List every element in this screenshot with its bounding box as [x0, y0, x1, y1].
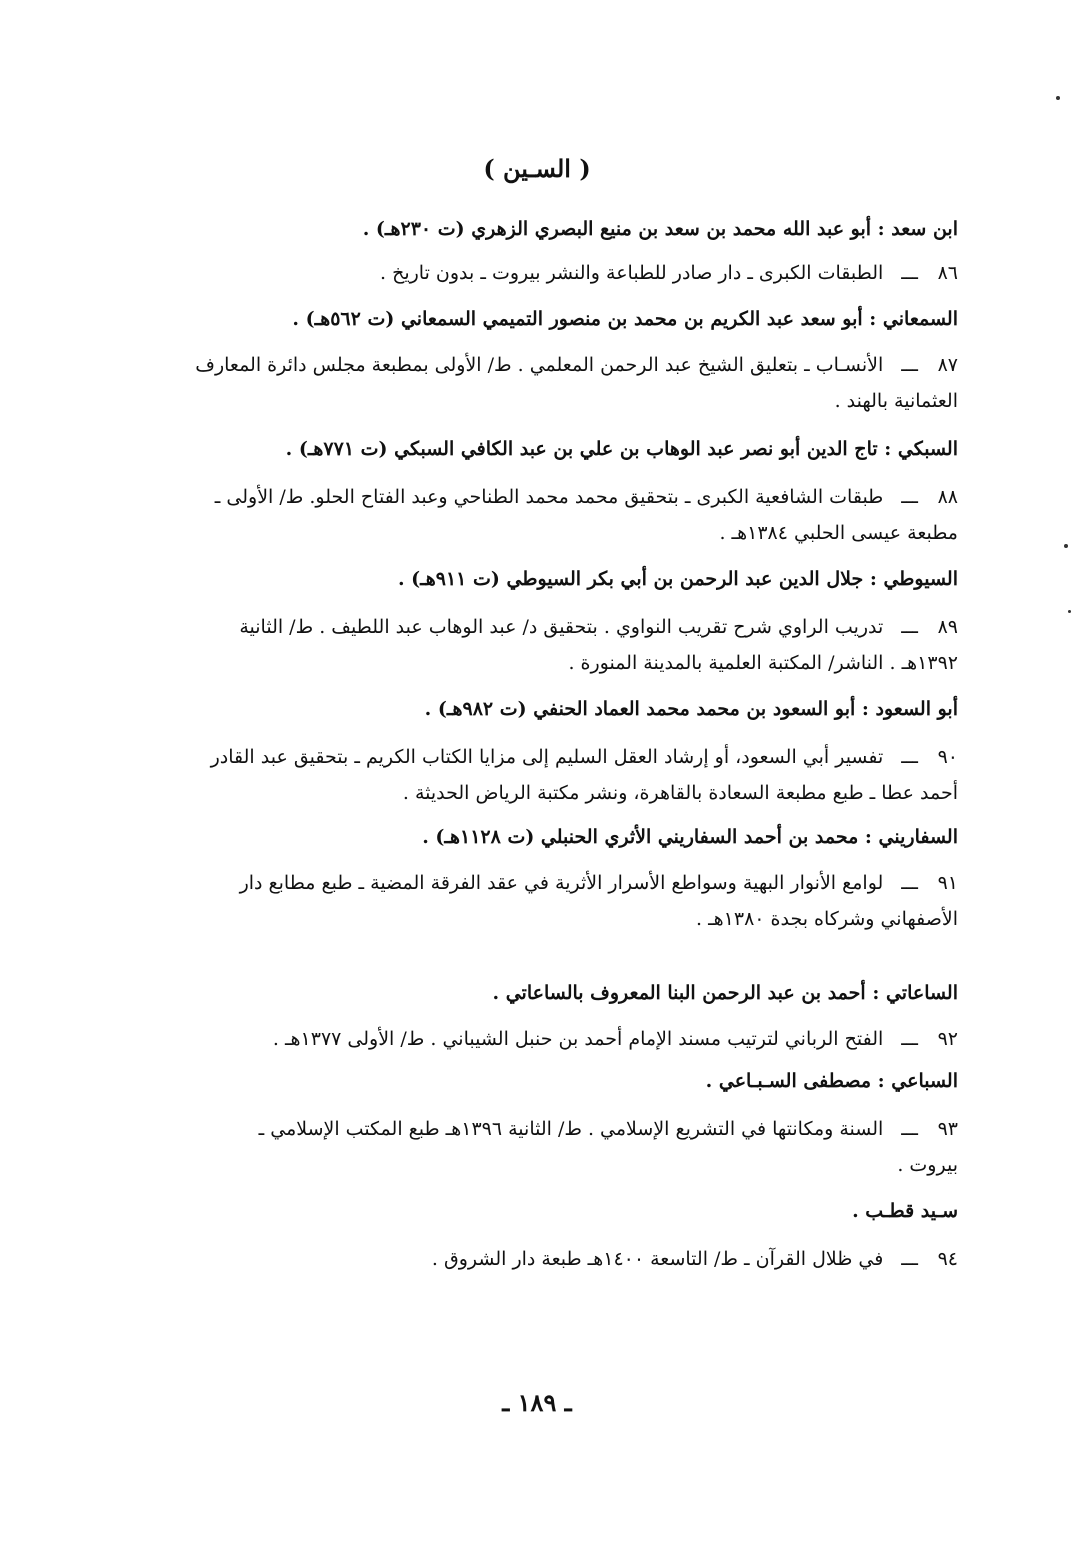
entry-text: لوامع الأنوار البهية وسواطع الأسرار الأثرية في عقد الفرقة المضية ـ طبع مطابع دار — [239, 872, 884, 894]
entry-number: ٨٩ — [937, 616, 958, 638]
entry-number: ٩١ — [937, 872, 958, 894]
author-description: محمد بن أحمد السفاريني الأثري الحنبلي (ت ١١٢٨هـ) . — [422, 826, 859, 848]
author-heading — [292, 304, 958, 334]
entry-dash: ـــ — [901, 1248, 918, 1270]
bibliography-entry — [239, 612, 958, 642]
bibliography-entry — [211, 742, 958, 772]
entry-continuation: العثمانية بالهند . — [834, 390, 958, 412]
author-label: أبو السعود : — [861, 698, 958, 720]
entry-text: الأنسـاب ـ بتعليق الشيخ عبد الرحمن المعلمي . ط/ الأولى بمطبعة مجلس دائرة المعارف — [195, 354, 884, 376]
author-description: جلال الدين عبد الرحمن بن أبي بكر السيوطي (ت ٩١١هـ) . — [397, 568, 864, 590]
bibliography-entry — [215, 482, 958, 512]
entry-continuation: ١٣٩٢هـ . الناشر/ المكتبة العلمية بالمدينة المنورة . — [568, 652, 958, 674]
entry-continuation: مطبعة عيسى الحلبي ١٣٨٤هـ . — [719, 522, 958, 544]
author-description: أبو السعود بن محمد محمد العماد الحنفي (ت ٩٨٢هـ) . — [424, 698, 856, 720]
author-heading — [363, 214, 958, 244]
author-heading — [425, 694, 958, 724]
section-title: ( السـين ) — [483, 154, 591, 183]
entry-text: الفتح الرباني لترتيب مسند الإمام أحمد بن حنبل الشيباني . ط/ الأولى ١٣٧٧هـ . — [272, 1028, 884, 1050]
author-heading — [706, 1066, 958, 1096]
entry-number: ٩٠ — [937, 746, 958, 768]
bibliography-entry — [432, 1244, 958, 1274]
entry-number: ٩٣ — [937, 1118, 958, 1140]
entry-dash: ـــ — [901, 354, 918, 376]
entry-text: تفسير أبي السعود، أو إرشاد العقل السليم إلى مزايا الكتاب الكريم ـ بتحقيق عبد القادر — [210, 746, 884, 768]
author-description: مصطفى السـبـاعي . — [705, 1070, 872, 1092]
entry-text: في ظلال القرآن ـ ط/ التاسعة ١٤٠٠هـ طبعة دار الشروق . — [431, 1248, 884, 1270]
entry-text: طبقات الشافعية الكبرى ـ بتحقيق محمد محمد الطناحي وعبد الفتاح الحلو. ط/ الأولى ـ — [214, 486, 884, 508]
bibliography-entry — [273, 1024, 958, 1054]
entry-dash: ـــ — [901, 872, 918, 894]
scan-speck — [1068, 610, 1071, 613]
author-description: تاج الدين أبو نصر عبد الوهاب بن علي بن عبد الكافي السبكي (ت ٧٧١هـ) . — [285, 438, 878, 460]
entry-text: الطبقات الكبرى ـ دار صادر للطباعة والنشر بيروت ـ بدون تاريخ . — [380, 262, 884, 284]
author-description: أحمد بن عبد الرحمن البنا المعروف بالساعاتي . — [492, 982, 866, 1004]
bibliography-entry — [380, 258, 958, 288]
author-label: السباعي : — [877, 1070, 958, 1092]
author-label: السبكي : — [884, 438, 958, 460]
page-number: ـ ١٨٩ ـ — [502, 1388, 572, 1417]
entry-number: ٨٧ — [937, 354, 958, 376]
entry-number: ٨٨ — [937, 486, 958, 508]
author-description: أبو عبد الله محمد بن سعد بن منيع البصري الزهري (ت ٢٣٠هـ) . — [362, 218, 872, 240]
bibliography-entry — [195, 350, 958, 380]
author-heading — [852, 1196, 958, 1226]
bibliography-entry — [240, 868, 958, 898]
author-description: أبو سعد عبد الكريم بن محمد بن منصور التميمي السمعاني (ت ٥٦٢هـ) . — [292, 308, 863, 330]
entry-continuation: بيروت . — [897, 1154, 958, 1176]
entry-dash: ـــ — [901, 486, 918, 508]
author-heading — [492, 978, 958, 1008]
entry-continuation: الأصفهاني وشركاه بجدة ١٣٨٠هـ . — [696, 908, 958, 930]
entry-dash: ـــ — [901, 262, 918, 284]
entry-dash: ـــ — [901, 1118, 918, 1140]
entry-dash: ـــ — [901, 1028, 918, 1050]
author-heading — [398, 564, 958, 594]
entry-dash: ـــ — [901, 616, 918, 638]
author-heading — [286, 434, 958, 464]
entry-number: ٩٤ — [937, 1248, 958, 1270]
author-label: السيوطي : — [869, 568, 958, 590]
entry-number: ٨٦ — [937, 262, 958, 284]
entry-number: ٩٢ — [937, 1028, 958, 1050]
author-label: السفاريني : — [864, 826, 958, 848]
entry-text: السنة ومكانتها في التشريع الإسلامي . ط/ الثانية ١٣٩٦هـ طبع المكتب الإسلامي ـ — [258, 1118, 884, 1140]
author-label: ابن سعد : — [877, 218, 958, 240]
author-heading — [422, 822, 958, 852]
entry-continuation: أحمد عطا ـ طبع مطبعة السعادة بالقاهرة، ونشر مكتبة الرياض الحديثة . — [402, 782, 958, 804]
entry-dash: ـــ — [901, 746, 918, 768]
entry-text: تدريب الراوي شرح تقريب النواوي . بتحقيق د/ عبد الوهاب عبد اللطيف . ط/ الثانية — [239, 616, 884, 638]
scan-speck — [1064, 544, 1068, 548]
bibliography-entry — [259, 1114, 958, 1144]
author-label: السمعاني : — [869, 308, 958, 330]
scan-speck — [1056, 96, 1060, 100]
author-description: سـيد قطـب . — [852, 1200, 958, 1222]
author-label: الساعاتي : — [872, 982, 958, 1004]
